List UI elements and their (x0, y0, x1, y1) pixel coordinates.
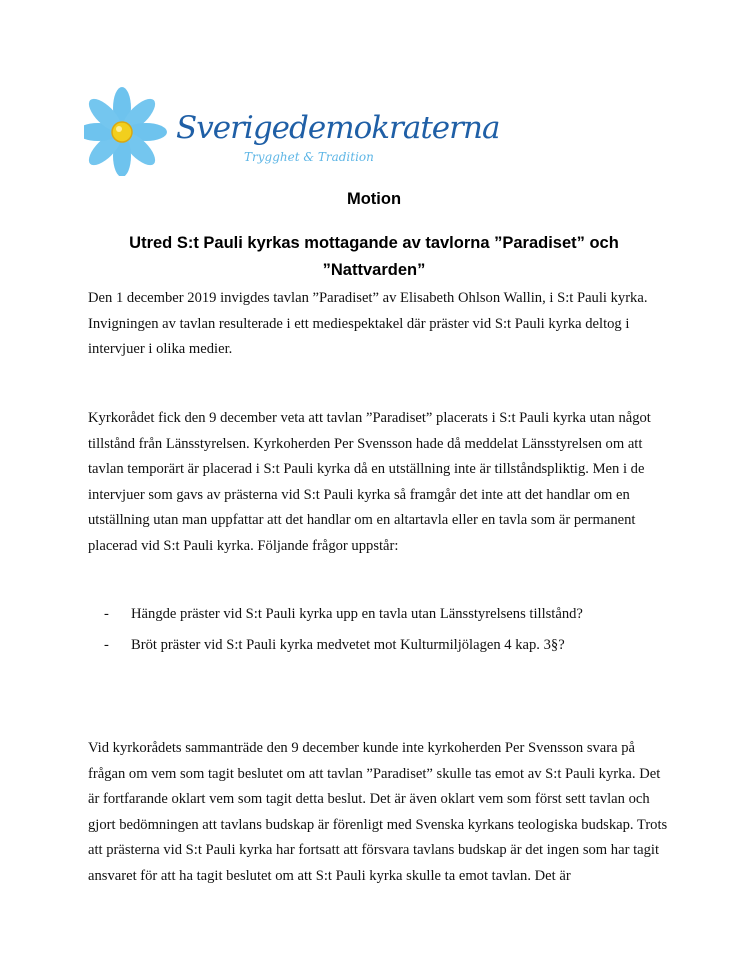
document-title: Utred S:t Pauli kyrkas mottagande av tavlorna ”Paradiset” och ”Nattvarden” (129, 234, 619, 279)
logo-tagline: Trygghet & Tradition (244, 150, 374, 164)
document-type: Motion (346, 190, 402, 208)
logo-wordmark: Sverigedemokraterna (176, 110, 500, 146)
paragraph: Vid kyrkorådets sammanträde den 9 december kunde inte kyrkoherden Per Svensson svara på frågan om vem som tagit beslutet om att tavlan ”Paradiset” skulle tas emot av S:t Pauli kyrka. Det är fortfarande oklart vem som tagit detta beslut. Det är även oklart vem som först sett tavlan och gjort bedömningen att tavlans budskap är förenligt med Svenska kyrkans teologiska budskap. Trots att prästerna vid S:t Pauli kyrka har fortsatt att försvara tavlans budskap är det ingen som har tagit ansvaret för att ha tagit beslutet om att S:t Pauli kyrka skulle ta emot tavlan. Det är (88, 740, 668, 884)
paragraph: Den 1 december 2019 invigdes tavlan ”Paradiset” av Elisabeth Ohlson Wallin, i S:t Pauli kyrka. Invigningen av tavlan resulterade i ett mediespektakel där präster vid S:t Pauli kyrka deltog i intervjuer i olika medier. (88, 290, 648, 357)
list-item (104, 633, 664, 659)
flower-icon (84, 84, 184, 176)
question-list (104, 602, 664, 663)
question-text: Bröt präster vid S:t Pauli kyrka medvetet mot Kulturmiljölagen 4 kap. 3§? (131, 636, 565, 653)
bullet-marker: - (104, 606, 109, 622)
party-logo (84, 84, 500, 176)
paragraph: Kyrkorådet fick den 9 december veta att tavlan ”Paradiset” placerats i S:t Pauli kyrka utan något tillstånd från Länsstyrelsen. Kyrkoherden Per Svensson hade då meddelat Länsstyrelsen om att tavlan temporärt är placerad i S:t Pauli kyrka då en utställning inte är tillståndspliktig. Men i de intervjuer som gavs av prästerna vid S:t Pauli kyrka så framgår det inte att det handlar om en utställning utan man uppfattar att det handlar om en altartavla eller en tavla som är permanent placerad vid S:t Pauli kyrka. Följande frågor uppstår: (88, 410, 651, 554)
question-text: Hängde präster vid S:t Pauli kyrka upp en tavla utan Länsstyrelsens tillstånd? (131, 606, 583, 622)
bullet-marker: - (104, 636, 109, 653)
list-item (104, 602, 664, 628)
